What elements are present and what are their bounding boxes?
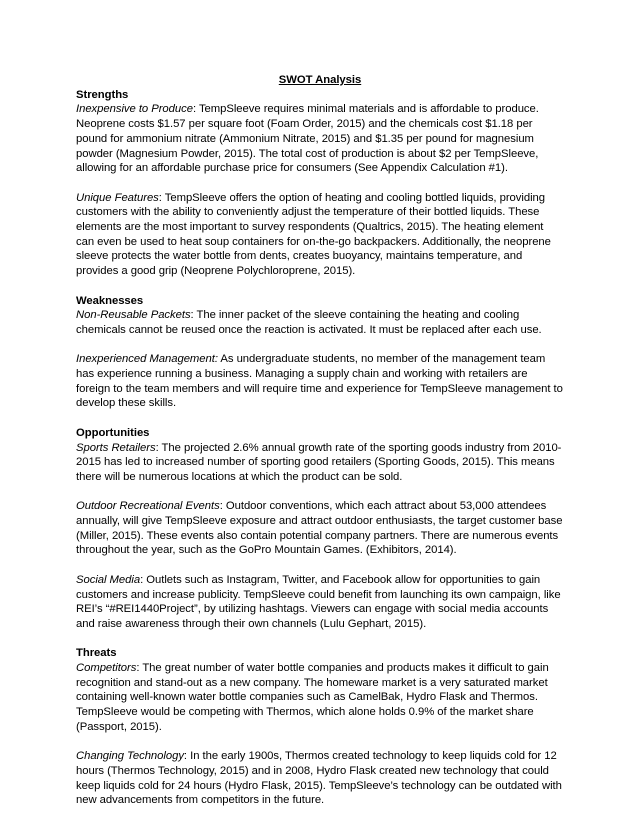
paragraph-body: : TempSleeve offers the option of heating and cooling bottled liquids, providing customers with the ability to conveniently adjust the temperature of their bottled liquids. These elements are the most important to survey respondents (Qualtrics, 2015). The heating element can even be used to heat soup containers for on-the-go backpackers. Additionally, the neoprene sleeve protects the water bottle from dents, creates buoyancy, maintains temperature, and provides a good grip (Neoprene Polychloroprene, 2015). bbox=[76, 191, 551, 278]
paragraph-term: Sports Retailers bbox=[76, 441, 156, 454]
document-title: SWOT Analysis bbox=[278, 74, 362, 86]
paragraph-term: Changing Technology bbox=[76, 750, 184, 763]
paragraph-body: : TempSleeve requires minimal materials and is affordable to produce. Neoprene costs $1.57 per square foot (Foam Order, 2015) and the chemicals cost $1.18 per pound for ammonium nitrate (Ammonium Nitrate, 2015) and $1.35 per pound for magnesium powder (Magnesium Powder, 2015). The total cost of production is about $2 per TempSleeve, allowing for an affordable purchase price for consumers (See Appendix Calculation #1). bbox=[76, 103, 539, 175]
section-heading-strengths: Strengths bbox=[76, 88, 129, 101]
paragraph-term: Non-Reusable Packets bbox=[76, 309, 191, 322]
paragraph-term: Inexperienced Management: bbox=[76, 353, 218, 366]
paragraph-changing-technology bbox=[76, 749, 564, 808]
paragraph-spacer bbox=[76, 338, 564, 353]
paragraph-spacer bbox=[76, 279, 564, 294]
paragraph-spacer bbox=[76, 735, 564, 750]
paragraph-term: Unique Features bbox=[76, 191, 159, 204]
paragraph-competitors bbox=[76, 661, 564, 735]
paragraph-social-media bbox=[76, 573, 564, 632]
paragraph-body: : Outlets such as Instagram, Twitter, and Facebook allow for opportunities to gain customers and increase publicity. TempSleeve could benefit from launching its own campaign, like REI’s “#REI1440Project”, by utilizing hashtags. Viewers can engage with social media accounts and raise awareness through their own channels (Lulu Gephart, 2015). bbox=[76, 573, 561, 630]
paragraph-term: Inexpensive to Produce bbox=[76, 103, 193, 116]
paragraph-sports-retailers bbox=[76, 441, 564, 485]
paragraph-outdoor-recreational-events bbox=[76, 499, 564, 558]
paragraph-body: : The great number of water bottle companies and products makes it difficult to gain recognition and stand-out as a new company. The homeware market is a very saturated market containing well-known water bottle companies such as CamelBak, Hydro Flask and Thermos. TempSleeve would be competing with Thermos, which alone holds 0.9% of the market share (Passport, 2015). bbox=[76, 662, 549, 733]
paragraph-spacer bbox=[76, 632, 564, 647]
paragraph-body: : The inner packet of the sleeve containing the heating and cooling chemicals cannot be reused once the reaction is activated. It must be replaced after each use. bbox=[76, 309, 542, 336]
document-page bbox=[76, 73, 564, 808]
paragraph-term: Competitors bbox=[76, 662, 137, 675]
paragraph-inexpensive-to-produce bbox=[76, 102, 564, 176]
paragraph-unique-features bbox=[76, 191, 564, 279]
paragraph-spacer bbox=[76, 411, 564, 426]
paragraph-term: Outdoor Recreational Events bbox=[76, 500, 220, 513]
paragraph-spacer bbox=[76, 558, 564, 573]
section-heading-weaknesses: Weaknesses bbox=[76, 294, 144, 307]
paragraph-body: : Outdoor conventions, which each attract about 53,000 attendees annually, will give TempSleeve exposure and attract outdoor enthusiasts, the target customer base (Miller, 2015). These events also contain potential company partners. There are numerous events throughout the year, such as the GoPro Mountain Games. (Exhibitors, 2014). bbox=[76, 500, 563, 557]
paragraph-body: : In the early 1900s, Thermos created technology to keep liquids cold for 12 hours (Thermos Technology, 2015) and in 2008, Hydro Flask created new technology that could keep liquids cold for 24 hours (Hydro Flask, 2015). TempSleeve’s technology can be outdated with new advancements from competitors in the future. bbox=[76, 750, 562, 807]
section-heading-opportunities: Opportunities bbox=[76, 426, 150, 439]
paragraph-body: : The projected 2.6% annual growth rate of the sporting goods industry from 2010-2015 has led to increased number of sporting good retailers (Sporting Goods, 2015). This means there will be numerous locations at which the product can be sold. bbox=[76, 441, 562, 483]
paragraph-body: As undergraduate students, no member of the management team has experience running a business. Managing a supply chain and working with retailers are foreign to the team members and will require time and experience for TempSleeve management to develop these skills. bbox=[76, 353, 563, 410]
paragraph-spacer bbox=[76, 176, 564, 191]
paragraph-term: Social Media bbox=[76, 573, 141, 586]
paragraph-non-reusable-packets bbox=[76, 308, 564, 337]
paragraph-inexperienced-management bbox=[76, 352, 564, 411]
paragraph-spacer bbox=[76, 485, 564, 500]
section-heading-threats: Threats bbox=[76, 647, 117, 660]
